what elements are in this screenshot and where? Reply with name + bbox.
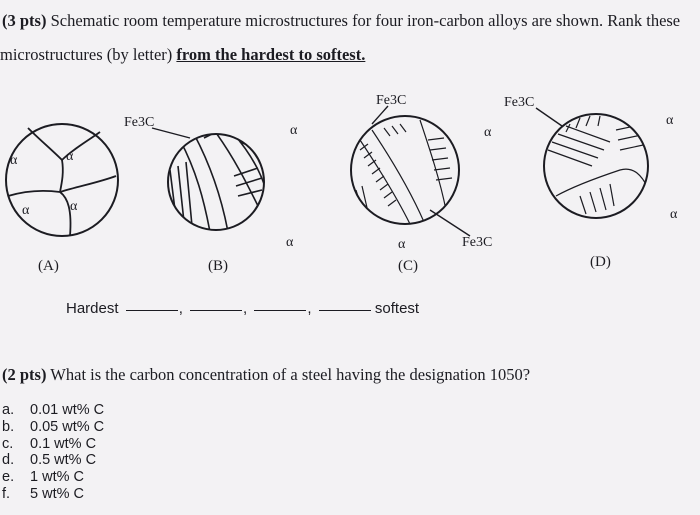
question-1-emphasis: from the hardest to softest. [176,45,366,64]
label-cementite: Fe3C [462,235,493,250]
label-alpha: α [286,235,294,250]
label-alpha: α [670,207,678,222]
question-1-line-2 [0,38,700,72]
microstructure-a [6,124,118,274]
microstructure-d [504,95,678,270]
option-d[interactable]: d. 0.5 wt% C [2,452,97,469]
label-cementite: Fe3C [376,93,407,108]
diagram-letter-c: (C) [398,258,418,274]
label-alpha: α [66,149,74,164]
answer-options [2,402,104,503]
option-a[interactable]: a. 0.01 wt% C [2,402,105,418]
question-1-points: (3 pts) [2,11,47,30]
ranking-blank-1[interactable] [126,310,178,311]
ranking-blank-4[interactable] [319,310,371,311]
option-b[interactable]: b. 0.05 wt% C [2,418,105,435]
question-1-text-cont: microstructures (by letter) [0,45,173,64]
question-2-text: What is the carbon concentration of a steel having the designation 1050? [50,365,531,384]
diagram-letter-b: (B) [208,258,228,274]
ranking-end: softest [374,300,420,317]
question-2 [2,365,530,385]
question-2-points: (2 pts) [2,365,47,384]
label-alpha: α [666,113,674,128]
question-1-text: Schematic room temperature microstructures for four iron-carbon alloys are shown. Rank these [50,11,681,30]
option-c[interactable]: c. 0.1 wt% C [2,435,97,452]
option-f[interactable]: f. 5 wt% C [2,485,84,502]
label-alpha: α [70,199,78,214]
microstructure-c [351,93,492,274]
microstructure-b [124,115,298,274]
ranking-line: Hardest , , , softest [66,300,420,317]
label-cementite: Fe3C [504,95,535,110]
ranking-blank-2[interactable] [190,310,242,311]
ranking-start: Hardest [66,300,119,317]
label-alpha: α [22,203,30,218]
question-1-line-1 [0,4,700,38]
option-e[interactable]: e. 1 wt% C [2,469,84,486]
ranking-blank-3[interactable] [254,310,306,311]
microstructure-diagrams [0,90,700,280]
label-alpha: α [10,153,18,168]
label-alpha: α [484,125,492,140]
label-alpha: α [290,123,298,138]
label-alpha: α [398,237,406,252]
label-cementite: Fe3C [124,115,155,130]
diagram-letter-a: (A) [38,258,59,274]
diagram-letter-d: (D) [590,254,611,270]
question-1 [0,4,700,72]
